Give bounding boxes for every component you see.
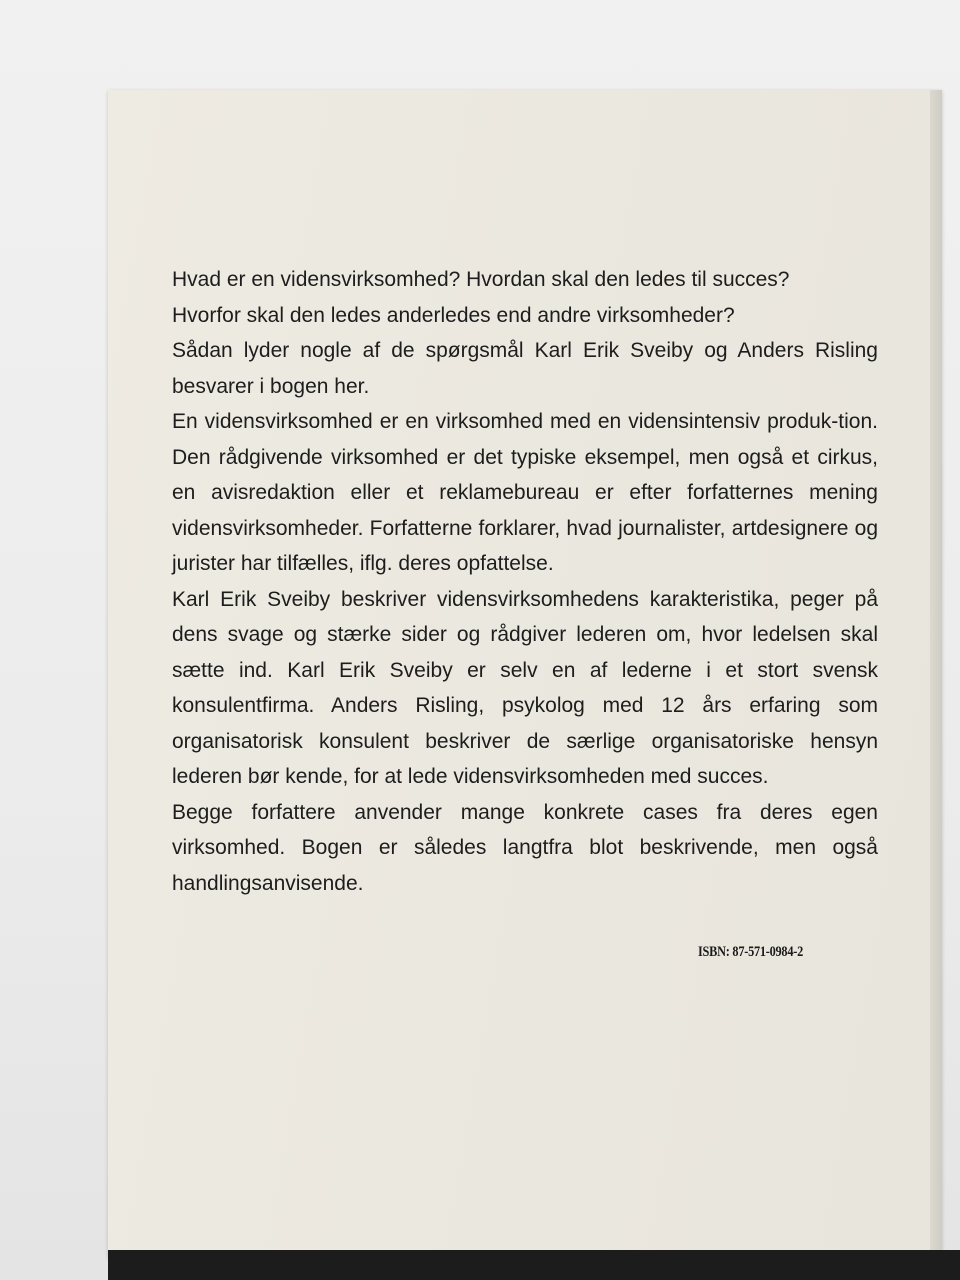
blurb-paragraph-1: Hvad er en vidensvirksomhed? Hvordan skal den ledes til succes? (172, 268, 790, 291)
blurb-paragraph-4: En vidensvirksomhed er en virksomhed med en vidensintensiv produk-tion. Den rådgivende virksomhed er det typiske eksempel, men også et cirkus, en avisredaktion eller et reklamebureau er efter forfatternes mening vidensvirksomheder. Forfatterne forklarer, hvad journalister, artdesignere og jurister har tilfælles, iflg. deres opfattelse. (172, 410, 878, 575)
isbn-number: ISBN: 87-571-0984-2 (698, 944, 804, 960)
blurb-paragraph-3: Sådan lyder nogle af de spørgsmål Karl Erik Sveiby og Anders Risling besvarer i bogen her. (172, 339, 878, 398)
blurb-paragraph-5: Karl Erik Sveiby beskriver vidensvirksomhedens karakteristika, peger på dens svage og stærke sider og rådgiver lederen om, hvor ledelsen skal sætte ind. Karl Erik Sveiby er selv en af lederne i et stort svensk konsulentfirma. Anders Risling, psykolog med 12 års erfaring som organisatorisk konsulent beskriver de særlige organisatoriske hensyn lederen bør kende, for at lede vidensvirksomheden med succes. (172, 587, 878, 788)
blurb-text (172, 262, 878, 901)
blurb-paragraph-6: Begge forfattere anvender mange konkrete cases fra deres egen virksomhed. Bogen er således langtfra blot beskrivende, men også handlingsanvisende. (172, 800, 878, 895)
cover-side-edge (930, 90, 942, 1258)
book-bottom-edge (108, 1250, 960, 1280)
blurb-paragraph-2: Hvorfor skal den ledes anderledes end andre virksomheder? (172, 303, 735, 327)
